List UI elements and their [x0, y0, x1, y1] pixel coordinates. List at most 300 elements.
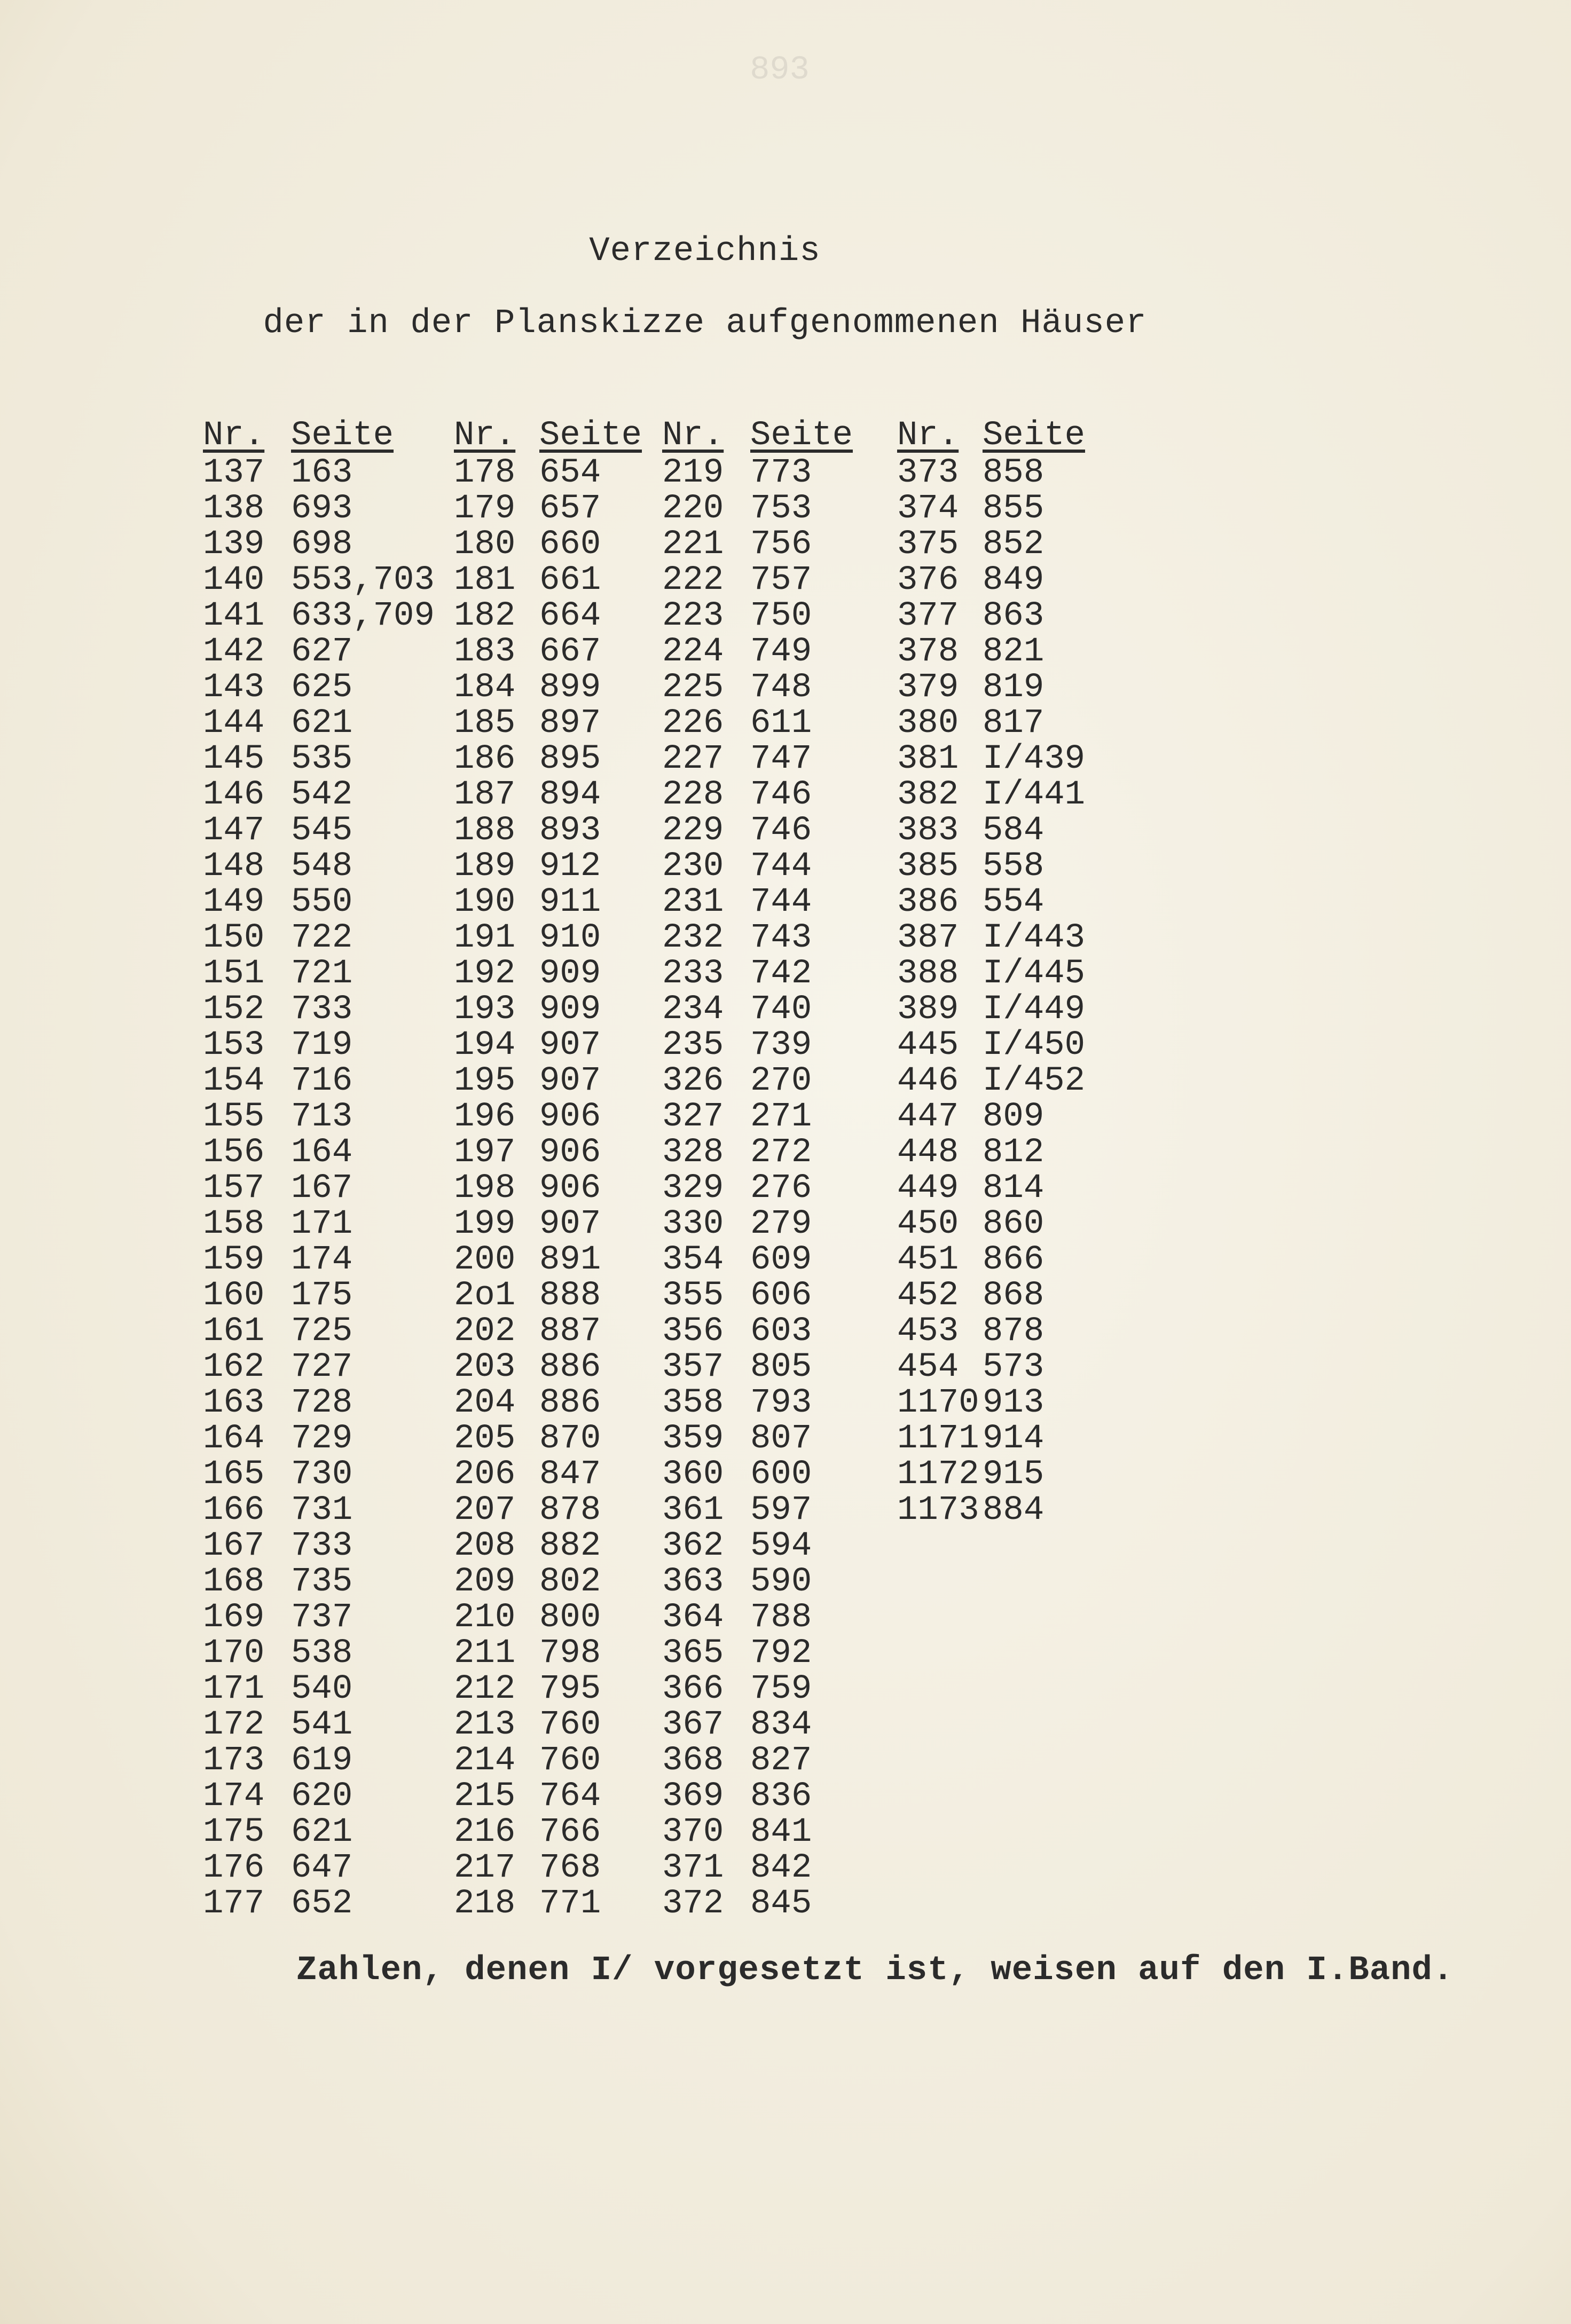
- page-reference: 849: [983, 561, 1044, 600]
- page-reference: 817: [983, 704, 1044, 743]
- index-row: [454, 740, 657, 776]
- page-reference: 722: [291, 919, 353, 957]
- page-reference: 597: [750, 1491, 812, 1530]
- page-reference: 540: [291, 1670, 353, 1708]
- index-row: [454, 1598, 657, 1637]
- index-row: [203, 1384, 443, 1420]
- index-row: [454, 1062, 657, 1098]
- page-reference: 733: [291, 990, 353, 1029]
- house-number: 385: [897, 847, 959, 886]
- house-number: 234: [662, 990, 724, 1029]
- index-row: [662, 776, 876, 812]
- house-number: 193: [454, 990, 516, 1029]
- page-reference: 893: [539, 812, 601, 850]
- index-row: [662, 812, 876, 850]
- page-reference: 713: [291, 1098, 353, 1136]
- house-number: 375: [897, 525, 959, 564]
- house-number: 446: [897, 1062, 959, 1100]
- index-row: [662, 597, 876, 633]
- house-number: 211: [454, 1634, 516, 1673]
- index-row: [454, 955, 657, 993]
- page-reference: 793: [750, 1384, 812, 1422]
- house-number: 327: [662, 1098, 724, 1136]
- index-row: [662, 668, 876, 707]
- house-number: 163: [203, 1384, 265, 1422]
- index-row: [454, 1348, 657, 1384]
- index-row: [454, 1670, 657, 1706]
- house-number: 221: [662, 525, 724, 564]
- index-row: [454, 1527, 657, 1563]
- index-row: [662, 1813, 876, 1852]
- header-seite: Seite: [983, 416, 1086, 455]
- house-number: 194: [454, 1026, 516, 1065]
- page-reference: 744: [750, 847, 812, 886]
- house-number: 199: [454, 1205, 516, 1243]
- page-reference: 910: [539, 919, 601, 957]
- page-subtitle: der in der Planskizze aufgenommenen Häuser: [263, 304, 1147, 343]
- house-number: 189: [454, 847, 516, 886]
- page-reference: 625: [291, 668, 353, 707]
- index-row: [897, 740, 1164, 776]
- house-number: 147: [203, 812, 265, 850]
- index-row: [662, 1455, 876, 1494]
- page-reference: 858: [983, 454, 1044, 492]
- index-row: [897, 633, 1164, 671]
- index-row: [662, 1205, 876, 1241]
- house-number: 171: [203, 1670, 265, 1708]
- index-row: [662, 1777, 876, 1816]
- index-row: [897, 1026, 1164, 1065]
- index-row: [897, 1312, 1164, 1351]
- page-reference: 878: [539, 1491, 601, 1530]
- house-number: 157: [203, 1169, 265, 1208]
- page-reference: 906: [539, 1169, 601, 1208]
- index-row: [662, 1026, 876, 1065]
- page-reference: 821: [983, 633, 1044, 671]
- house-number: 330: [662, 1205, 724, 1243]
- index-row: [454, 1277, 657, 1315]
- index-row: [454, 1563, 657, 1601]
- index-row: [897, 454, 1164, 490]
- page-reference: 664: [539, 597, 601, 635]
- index-row: [203, 1277, 443, 1315]
- house-number: 207: [454, 1491, 516, 1530]
- index-row: [454, 812, 657, 850]
- house-number: 178: [454, 454, 516, 492]
- index-row: [897, 1491, 1164, 1530]
- index-row: [897, 883, 1164, 919]
- index-row: [897, 1169, 1164, 1208]
- page-reference: 746: [750, 812, 812, 850]
- index-row: [203, 1455, 443, 1494]
- page-reference: 554: [983, 883, 1044, 921]
- page-reference: 548: [291, 847, 353, 886]
- page-reference: 660: [539, 525, 601, 564]
- index-row: [203, 990, 443, 1029]
- house-number: 153: [203, 1026, 265, 1065]
- house-number: 164: [203, 1420, 265, 1458]
- page-reference: 909: [539, 955, 601, 993]
- house-number: 165: [203, 1455, 265, 1494]
- index-row: [203, 454, 443, 490]
- house-number: 447: [897, 1098, 959, 1136]
- house-number: 367: [662, 1706, 724, 1744]
- house-number: 154: [203, 1062, 265, 1100]
- house-number: 144: [203, 704, 265, 743]
- house-number: 188: [454, 812, 516, 850]
- page-reference: 866: [983, 1241, 1044, 1279]
- page-reference: 906: [539, 1098, 601, 1136]
- page-reference: 272: [750, 1133, 812, 1172]
- index-row: [662, 1849, 876, 1885]
- house-number: 149: [203, 883, 265, 921]
- page-reference: I/443: [983, 919, 1086, 957]
- index-row: [662, 1420, 876, 1458]
- index-row: [662, 1133, 876, 1172]
- page-reference: 735: [291, 1563, 353, 1601]
- index-row: [203, 1133, 443, 1172]
- house-number: 1172: [897, 1455, 979, 1494]
- index-row: [897, 704, 1164, 743]
- house-number: 225: [662, 668, 724, 707]
- index-row: [203, 1670, 443, 1706]
- page-reference: 868: [983, 1277, 1044, 1315]
- house-number: 170: [203, 1634, 265, 1673]
- house-number: 233: [662, 955, 724, 993]
- index-row: [203, 1849, 443, 1885]
- house-number: 195: [454, 1062, 516, 1100]
- house-number: 328: [662, 1133, 724, 1172]
- index-row: [454, 597, 657, 633]
- index-row: [897, 1277, 1164, 1315]
- house-number: 388: [897, 955, 959, 993]
- index-row: [203, 812, 443, 850]
- index-row: [454, 454, 657, 490]
- house-number: 232: [662, 919, 724, 957]
- house-number: 161: [203, 1312, 265, 1351]
- house-number: 450: [897, 1205, 959, 1243]
- index-row: [454, 1205, 657, 1241]
- house-number: 1170: [897, 1384, 979, 1422]
- house-number: 223: [662, 597, 724, 635]
- index-row: [203, 1062, 443, 1098]
- house-number: 376: [897, 561, 959, 600]
- index-row: [454, 561, 657, 600]
- index-row: [662, 490, 876, 528]
- house-number: 374: [897, 490, 959, 528]
- house-number: 168: [203, 1563, 265, 1601]
- index-row: [203, 597, 443, 633]
- page-reference: 744: [750, 883, 812, 921]
- house-number: 449: [897, 1169, 959, 1208]
- house-number: 381: [897, 740, 959, 778]
- house-number: 445: [897, 1026, 959, 1065]
- house-number: 389: [897, 990, 959, 1029]
- page-reference: 175: [291, 1277, 353, 1315]
- page-reference: 756: [750, 525, 812, 564]
- index-row: [897, 1455, 1164, 1494]
- house-number: 182: [454, 597, 516, 635]
- index-row: [454, 1098, 657, 1136]
- page-reference: 771: [539, 1885, 601, 1923]
- index-row: [203, 668, 443, 707]
- house-number: 206: [454, 1455, 516, 1494]
- index-row: [454, 1491, 657, 1530]
- page-reference: 759: [750, 1670, 812, 1708]
- index-row: [662, 955, 876, 993]
- page-reference: 541: [291, 1706, 353, 1744]
- header-nr: Nr.: [897, 416, 959, 455]
- house-number: 216: [454, 1813, 516, 1852]
- index-row: [454, 1777, 657, 1816]
- page-reference: 852: [983, 525, 1044, 564]
- page-reference: 860: [983, 1205, 1044, 1243]
- house-number: 371: [662, 1849, 724, 1887]
- house-number: 452: [897, 1277, 959, 1315]
- index-row: [203, 1026, 443, 1065]
- page-reference: 633,709: [291, 597, 435, 635]
- house-number: 227: [662, 740, 724, 778]
- page-reference: 590: [750, 1563, 812, 1601]
- index-row: [897, 847, 1164, 886]
- page-reference: 757: [750, 561, 812, 600]
- page-reference: 911: [539, 883, 601, 921]
- index-row: [662, 1491, 876, 1530]
- page-reference: 914: [983, 1420, 1044, 1458]
- page-reference: 654: [539, 454, 601, 492]
- page-reference: 749: [750, 633, 812, 671]
- page-reference: 719: [291, 1026, 353, 1065]
- house-number: 155: [203, 1098, 265, 1136]
- page-reference: I/445: [983, 955, 1086, 993]
- index-row: [203, 1598, 443, 1637]
- house-number: 208: [454, 1527, 516, 1565]
- page-reference: 698: [291, 525, 353, 564]
- index-column-3: [662, 416, 876, 1927]
- index-row: [203, 1634, 443, 1673]
- index-row: [662, 740, 876, 776]
- index-row: [454, 1133, 657, 1172]
- page-reference: 657: [539, 490, 601, 528]
- page-reference: 750: [750, 597, 812, 635]
- index-row: [897, 812, 1164, 850]
- index-row: [203, 1348, 443, 1384]
- page-reference: 667: [539, 633, 601, 671]
- house-number: 386: [897, 883, 959, 921]
- house-number: 229: [662, 812, 724, 850]
- house-number: 176: [203, 1849, 265, 1887]
- house-number: 190: [454, 883, 516, 921]
- page-reference: 888: [539, 1277, 601, 1315]
- house-number: 1171: [897, 1420, 979, 1458]
- page-reference: 163: [291, 454, 353, 492]
- page-reference: 174: [291, 1241, 353, 1279]
- house-number: 235: [662, 1026, 724, 1065]
- house-number: 187: [454, 776, 516, 814]
- index-row: [662, 1563, 876, 1601]
- page-reference: 747: [750, 740, 812, 778]
- index-row: [454, 883, 657, 919]
- index-row: [454, 1026, 657, 1065]
- header-nr: Nr.: [662, 416, 724, 455]
- page-reference: 603: [750, 1312, 812, 1351]
- page-reference: 795: [539, 1670, 601, 1708]
- page-reference: 855: [983, 490, 1044, 528]
- index-row: [662, 1169, 876, 1208]
- house-number: 210: [454, 1598, 516, 1637]
- house-number: 387: [897, 919, 959, 957]
- house-number: 139: [203, 525, 265, 564]
- index-row: [662, 1527, 876, 1563]
- page-reference: 841: [750, 1813, 812, 1852]
- house-number: 222: [662, 561, 724, 600]
- page-reference: 271: [750, 1098, 812, 1136]
- house-number: 200: [454, 1241, 516, 1279]
- index-row: [454, 776, 657, 812]
- index-row: [662, 561, 876, 600]
- index-row: [203, 847, 443, 886]
- page-reference: 802: [539, 1563, 601, 1601]
- house-number: 156: [203, 1133, 265, 1172]
- page-reference: 773: [750, 454, 812, 492]
- house-number: 220: [662, 490, 724, 528]
- page-reference: 894: [539, 776, 601, 814]
- index-row: [203, 1241, 443, 1277]
- page-reference: 766: [539, 1813, 601, 1852]
- house-number: 142: [203, 633, 265, 671]
- index-row: [897, 490, 1164, 528]
- page-reference: 584: [983, 812, 1044, 850]
- house-number: 326: [662, 1062, 724, 1100]
- house-number: 329: [662, 1169, 724, 1208]
- house-number: 192: [454, 955, 516, 993]
- house-number: 150: [203, 919, 265, 957]
- index-row: [454, 1241, 657, 1277]
- house-number: 448: [897, 1133, 959, 1172]
- house-number: 167: [203, 1527, 265, 1565]
- page-reference: 899: [539, 668, 601, 707]
- page-reference: 725: [291, 1312, 353, 1351]
- index-row: [897, 1062, 1164, 1098]
- page-reference: 627: [291, 633, 353, 671]
- house-number: 175: [203, 1813, 265, 1852]
- index-row: [662, 1312, 876, 1351]
- house-number: 141: [203, 597, 265, 635]
- index-row: [203, 776, 443, 812]
- house-number: 357: [662, 1348, 724, 1386]
- page-reference: 807: [750, 1420, 812, 1458]
- index-row: [203, 1563, 443, 1601]
- house-number: 377: [897, 597, 959, 635]
- index-row: [203, 633, 443, 671]
- house-number: 224: [662, 633, 724, 671]
- index-row: [662, 1885, 876, 1923]
- page-reference: 768: [539, 1849, 601, 1887]
- index-row: [203, 490, 443, 528]
- house-number: 359: [662, 1420, 724, 1458]
- index-row: [454, 1813, 657, 1852]
- page-reference: 819: [983, 668, 1044, 707]
- page-reference: I/449: [983, 990, 1086, 1029]
- house-number: 217: [454, 1849, 516, 1887]
- house-number: 380: [897, 704, 959, 743]
- page-reference: 792: [750, 1634, 812, 1673]
- index-row: [454, 633, 657, 671]
- page-reference: 909: [539, 990, 601, 1029]
- page-reference: 915: [983, 1455, 1044, 1494]
- index-row: [203, 955, 443, 993]
- page-reference: 606: [750, 1277, 812, 1315]
- index-row: [662, 919, 876, 955]
- house-number: 158: [203, 1205, 265, 1243]
- index-row: [662, 1634, 876, 1673]
- page-reference: 742: [750, 955, 812, 993]
- header-seite: Seite: [539, 416, 642, 455]
- page-reference: 558: [983, 847, 1044, 886]
- page-reference: 716: [291, 1062, 353, 1100]
- house-number: 372: [662, 1885, 724, 1923]
- page-reference: 884: [983, 1491, 1044, 1530]
- house-number: 1173: [897, 1491, 979, 1530]
- index-row: [454, 919, 657, 955]
- index-row: [662, 525, 876, 564]
- index-row: [662, 1742, 876, 1780]
- house-number: 369: [662, 1777, 724, 1816]
- page-reference: 760: [539, 1742, 601, 1780]
- index-row: [662, 454, 876, 490]
- house-number: 137: [203, 454, 265, 492]
- page-reference: 619: [291, 1742, 353, 1780]
- page-reference: 800: [539, 1598, 601, 1637]
- page-reference: 600: [750, 1455, 812, 1494]
- index-row: [454, 847, 657, 886]
- page-reference: 886: [539, 1348, 601, 1386]
- page-reference: 728: [291, 1384, 353, 1422]
- house-number: 370: [662, 1813, 724, 1852]
- house-number: 162: [203, 1348, 265, 1386]
- index-row: [203, 919, 443, 955]
- page-reference: 863: [983, 597, 1044, 635]
- page-reference: 620: [291, 1777, 353, 1816]
- house-number: 382: [897, 776, 959, 814]
- house-number: 362: [662, 1527, 724, 1565]
- index-row: [203, 1885, 443, 1923]
- house-number: 212: [454, 1670, 516, 1708]
- index-row: [454, 490, 657, 528]
- page-reference: 731: [291, 1491, 353, 1530]
- house-number: 218: [454, 1885, 516, 1923]
- house-number: 453: [897, 1312, 959, 1351]
- index-row: [203, 1527, 443, 1563]
- page-reference: 545: [291, 812, 353, 850]
- index-row: [454, 1742, 657, 1780]
- page-reference: 891: [539, 1241, 601, 1279]
- page-reference: 538: [291, 1634, 353, 1673]
- index-row: [203, 883, 443, 919]
- house-number: 185: [454, 704, 516, 743]
- index-row: [897, 597, 1164, 633]
- index-row: [203, 1169, 443, 1208]
- house-number: 356: [662, 1312, 724, 1351]
- page-reference: 611: [750, 704, 812, 743]
- house-number: 186: [454, 740, 516, 778]
- page-reference: I/441: [983, 776, 1086, 814]
- page-reference: 878: [983, 1312, 1044, 1351]
- page-reference: 647: [291, 1849, 353, 1887]
- index-row: [897, 919, 1164, 955]
- house-number: 138: [203, 490, 265, 528]
- house-number: 174: [203, 1777, 265, 1816]
